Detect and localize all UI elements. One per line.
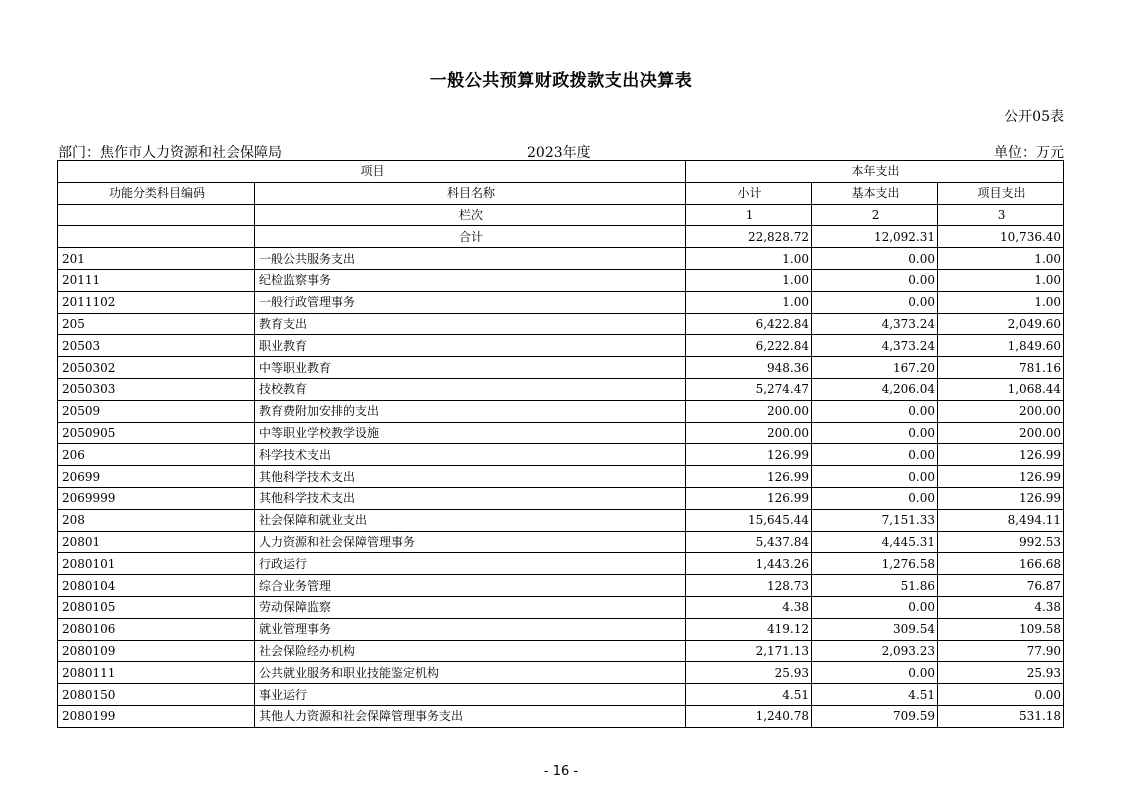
row-project: 1,849.60 bbox=[938, 335, 1064, 357]
table-row bbox=[58, 575, 1064, 597]
row-subtotal: 5,274.47 bbox=[686, 378, 812, 400]
row-subtotal: 128.73 bbox=[686, 575, 812, 597]
header-row-2 bbox=[58, 182, 1064, 204]
row-basic: 0.00 bbox=[812, 662, 938, 684]
table-row bbox=[58, 444, 1064, 466]
row-name: 就业管理事务 bbox=[255, 618, 686, 640]
row-name: 教育支出 bbox=[255, 313, 686, 335]
table-row bbox=[58, 466, 1064, 488]
row-project: 781.16 bbox=[938, 357, 1064, 379]
row-basic: 4,373.24 bbox=[812, 313, 938, 335]
row-project: 1.00 bbox=[938, 248, 1064, 270]
row-code: 205 bbox=[58, 313, 255, 335]
row-name: 社会保障和就业支出 bbox=[255, 509, 686, 531]
row-name: 纪检监察事务 bbox=[255, 269, 686, 291]
table-row bbox=[58, 662, 1064, 684]
column-number-2: 2 bbox=[812, 204, 938, 226]
row-subtotal: 200.00 bbox=[686, 422, 812, 444]
row-project: 992.53 bbox=[938, 531, 1064, 553]
total-row bbox=[58, 226, 1064, 248]
row-project: 126.99 bbox=[938, 487, 1064, 509]
row-code: 2050905 bbox=[58, 422, 255, 444]
column-number-row bbox=[58, 204, 1064, 226]
row-name: 其他科学技术支出 bbox=[255, 466, 686, 488]
table-row bbox=[58, 684, 1064, 706]
row-code: 2050303 bbox=[58, 378, 255, 400]
row-project: 8,494.11 bbox=[938, 509, 1064, 531]
table-row bbox=[58, 531, 1064, 553]
total-code-blank bbox=[58, 226, 255, 248]
row-name: 技校教育 bbox=[255, 378, 686, 400]
table-row bbox=[58, 357, 1064, 379]
total-basic: 12,092.31 bbox=[812, 226, 938, 248]
row-code: 2080199 bbox=[58, 705, 255, 727]
fiscal-year-label: 2023年度 bbox=[527, 145, 591, 161]
row-name: 其他人力资源和社会保障管理事务支出 bbox=[255, 705, 686, 727]
row-subtotal: 2,171.13 bbox=[686, 640, 812, 662]
row-basic: 0.00 bbox=[812, 248, 938, 270]
row-basic: 2,093.23 bbox=[812, 640, 938, 662]
row-code: 2080109 bbox=[58, 640, 255, 662]
row-name: 其他科学技术支出 bbox=[255, 487, 686, 509]
row-project: 1.00 bbox=[938, 269, 1064, 291]
row-name: 社会保险经办机构 bbox=[255, 640, 686, 662]
total-label: 合计 bbox=[255, 226, 686, 248]
header-row-1 bbox=[58, 161, 1064, 183]
row-basic: 167.20 bbox=[812, 357, 938, 379]
row-name: 中等职业教育 bbox=[255, 357, 686, 379]
row-code: 20111 bbox=[58, 269, 255, 291]
row-code: 2011102 bbox=[58, 291, 255, 313]
row-subtotal: 1.00 bbox=[686, 248, 812, 270]
row-code: 20503 bbox=[58, 335, 255, 357]
column-number-3: 3 bbox=[938, 204, 1064, 226]
header-basic: 基本支出 bbox=[812, 182, 938, 204]
row-name: 科学技术支出 bbox=[255, 444, 686, 466]
header-project: 项目支出 bbox=[938, 182, 1064, 204]
row-basic: 0.00 bbox=[812, 400, 938, 422]
row-code: 20801 bbox=[58, 531, 255, 553]
row-code: 2080101 bbox=[58, 553, 255, 575]
row-subtotal: 126.99 bbox=[686, 487, 812, 509]
table-row bbox=[58, 640, 1064, 662]
row-basic: 0.00 bbox=[812, 291, 938, 313]
row-code: 206 bbox=[58, 444, 255, 466]
row-code: 2080111 bbox=[58, 662, 255, 684]
column-number-label: 栏次 bbox=[255, 204, 686, 226]
row-subtotal: 25.93 bbox=[686, 662, 812, 684]
row-project: 76.87 bbox=[938, 575, 1064, 597]
table-row bbox=[58, 335, 1064, 357]
row-basic: 4,373.24 bbox=[812, 335, 938, 357]
table-row bbox=[58, 705, 1064, 727]
header-item: 项目 bbox=[58, 161, 686, 183]
row-name: 职业教育 bbox=[255, 335, 686, 357]
row-subtotal: 126.99 bbox=[686, 444, 812, 466]
row-subtotal: 1,240.78 bbox=[686, 705, 812, 727]
row-subtotal: 5,437.84 bbox=[686, 531, 812, 553]
row-basic: 4,206.04 bbox=[812, 378, 938, 400]
row-code: 20509 bbox=[58, 400, 255, 422]
table-row bbox=[58, 618, 1064, 640]
row-subtotal: 4.51 bbox=[686, 684, 812, 706]
row-basic: 4.51 bbox=[812, 684, 938, 706]
table-row bbox=[58, 553, 1064, 575]
table-row bbox=[58, 269, 1064, 291]
header-subject-name: 科目名称 bbox=[255, 182, 686, 204]
row-project: 109.58 bbox=[938, 618, 1064, 640]
row-project: 126.99 bbox=[938, 444, 1064, 466]
row-code: 208 bbox=[58, 509, 255, 531]
row-code: 2080105 bbox=[58, 596, 255, 618]
row-subtotal: 1,443.26 bbox=[686, 553, 812, 575]
row-project: 1.00 bbox=[938, 291, 1064, 313]
table-row bbox=[58, 487, 1064, 509]
table-row bbox=[58, 509, 1064, 531]
row-subtotal: 419.12 bbox=[686, 618, 812, 640]
row-name: 公共就业服务和职业技能鉴定机构 bbox=[255, 662, 686, 684]
column-number-blank bbox=[58, 204, 255, 226]
row-code: 2080150 bbox=[58, 684, 255, 706]
row-basic: 0.00 bbox=[812, 596, 938, 618]
row-basic: 709.59 bbox=[812, 705, 938, 727]
row-subtotal: 4.38 bbox=[686, 596, 812, 618]
table-body bbox=[58, 161, 1064, 728]
form-number: 公开05表 bbox=[1004, 109, 1064, 125]
row-basic: 309.54 bbox=[812, 618, 938, 640]
total-subtotal: 22,828.72 bbox=[686, 226, 812, 248]
table-row bbox=[58, 378, 1064, 400]
row-project: 1,068.44 bbox=[938, 378, 1064, 400]
department-label: 部门：焦作市人力资源和社会保障局 bbox=[58, 145, 282, 161]
row-project: 4.38 bbox=[938, 596, 1064, 618]
header-current-year-expense: 本年支出 bbox=[686, 161, 1064, 183]
row-basic: 0.00 bbox=[812, 422, 938, 444]
header-func-code: 功能分类科目编码 bbox=[58, 182, 255, 204]
row-code: 20699 bbox=[58, 466, 255, 488]
row-basic: 51.86 bbox=[812, 575, 938, 597]
page-title: 一般公共预算财政拨款支出决算表 bbox=[429, 71, 693, 91]
table-row bbox=[58, 400, 1064, 422]
table-row bbox=[58, 596, 1064, 618]
row-project: 200.00 bbox=[938, 400, 1064, 422]
row-basic: 4,445.31 bbox=[812, 531, 938, 553]
table-row bbox=[58, 313, 1064, 335]
row-project: 166.68 bbox=[938, 553, 1064, 575]
row-code: 2069999 bbox=[58, 487, 255, 509]
page-number: - 16 - bbox=[543, 764, 579, 779]
row-code: 2050302 bbox=[58, 357, 255, 379]
row-subtotal: 6,222.84 bbox=[686, 335, 812, 357]
row-name: 综合业务管理 bbox=[255, 575, 686, 597]
row-project: 0.00 bbox=[938, 684, 1064, 706]
row-code: 2080106 bbox=[58, 618, 255, 640]
total-project: 10,736.40 bbox=[938, 226, 1064, 248]
unit-label: 单位：万元 bbox=[994, 145, 1064, 161]
header-subtotal: 小计 bbox=[686, 182, 812, 204]
row-basic: 0.00 bbox=[812, 269, 938, 291]
row-basic: 0.00 bbox=[812, 444, 938, 466]
row-project: 25.93 bbox=[938, 662, 1064, 684]
row-subtotal: 948.36 bbox=[686, 357, 812, 379]
row-subtotal: 126.99 bbox=[686, 466, 812, 488]
row-name: 行政运行 bbox=[255, 553, 686, 575]
row-subtotal: 1.00 bbox=[686, 269, 812, 291]
row-project: 126.99 bbox=[938, 466, 1064, 488]
row-name: 教育费附加安排的支出 bbox=[255, 400, 686, 422]
row-project: 531.18 bbox=[938, 705, 1064, 727]
row-subtotal: 6,422.84 bbox=[686, 313, 812, 335]
row-name: 中等职业学校教学设施 bbox=[255, 422, 686, 444]
row-basic: 0.00 bbox=[812, 487, 938, 509]
row-name: 一般行政管理事务 bbox=[255, 291, 686, 313]
row-name: 事业运行 bbox=[255, 684, 686, 706]
row-project: 200.00 bbox=[938, 422, 1064, 444]
table-row bbox=[58, 422, 1064, 444]
row-basic: 7,151.33 bbox=[812, 509, 938, 531]
row-subtotal: 200.00 bbox=[686, 400, 812, 422]
row-name: 劳动保障监察 bbox=[255, 596, 686, 618]
table-row bbox=[58, 248, 1064, 270]
table-row bbox=[58, 291, 1064, 313]
row-name: 人力资源和社会保障管理事务 bbox=[255, 531, 686, 553]
row-project: 77.90 bbox=[938, 640, 1064, 662]
row-name: 一般公共服务支出 bbox=[255, 248, 686, 270]
row-basic: 0.00 bbox=[812, 466, 938, 488]
row-project: 2,049.60 bbox=[938, 313, 1064, 335]
expenditure-table bbox=[57, 160, 1064, 728]
row-code: 201 bbox=[58, 248, 255, 270]
row-basic: 1,276.58 bbox=[812, 553, 938, 575]
row-code: 2080104 bbox=[58, 575, 255, 597]
column-number-1: 1 bbox=[686, 204, 812, 226]
row-subtotal: 15,645.44 bbox=[686, 509, 812, 531]
row-subtotal: 1.00 bbox=[686, 291, 812, 313]
